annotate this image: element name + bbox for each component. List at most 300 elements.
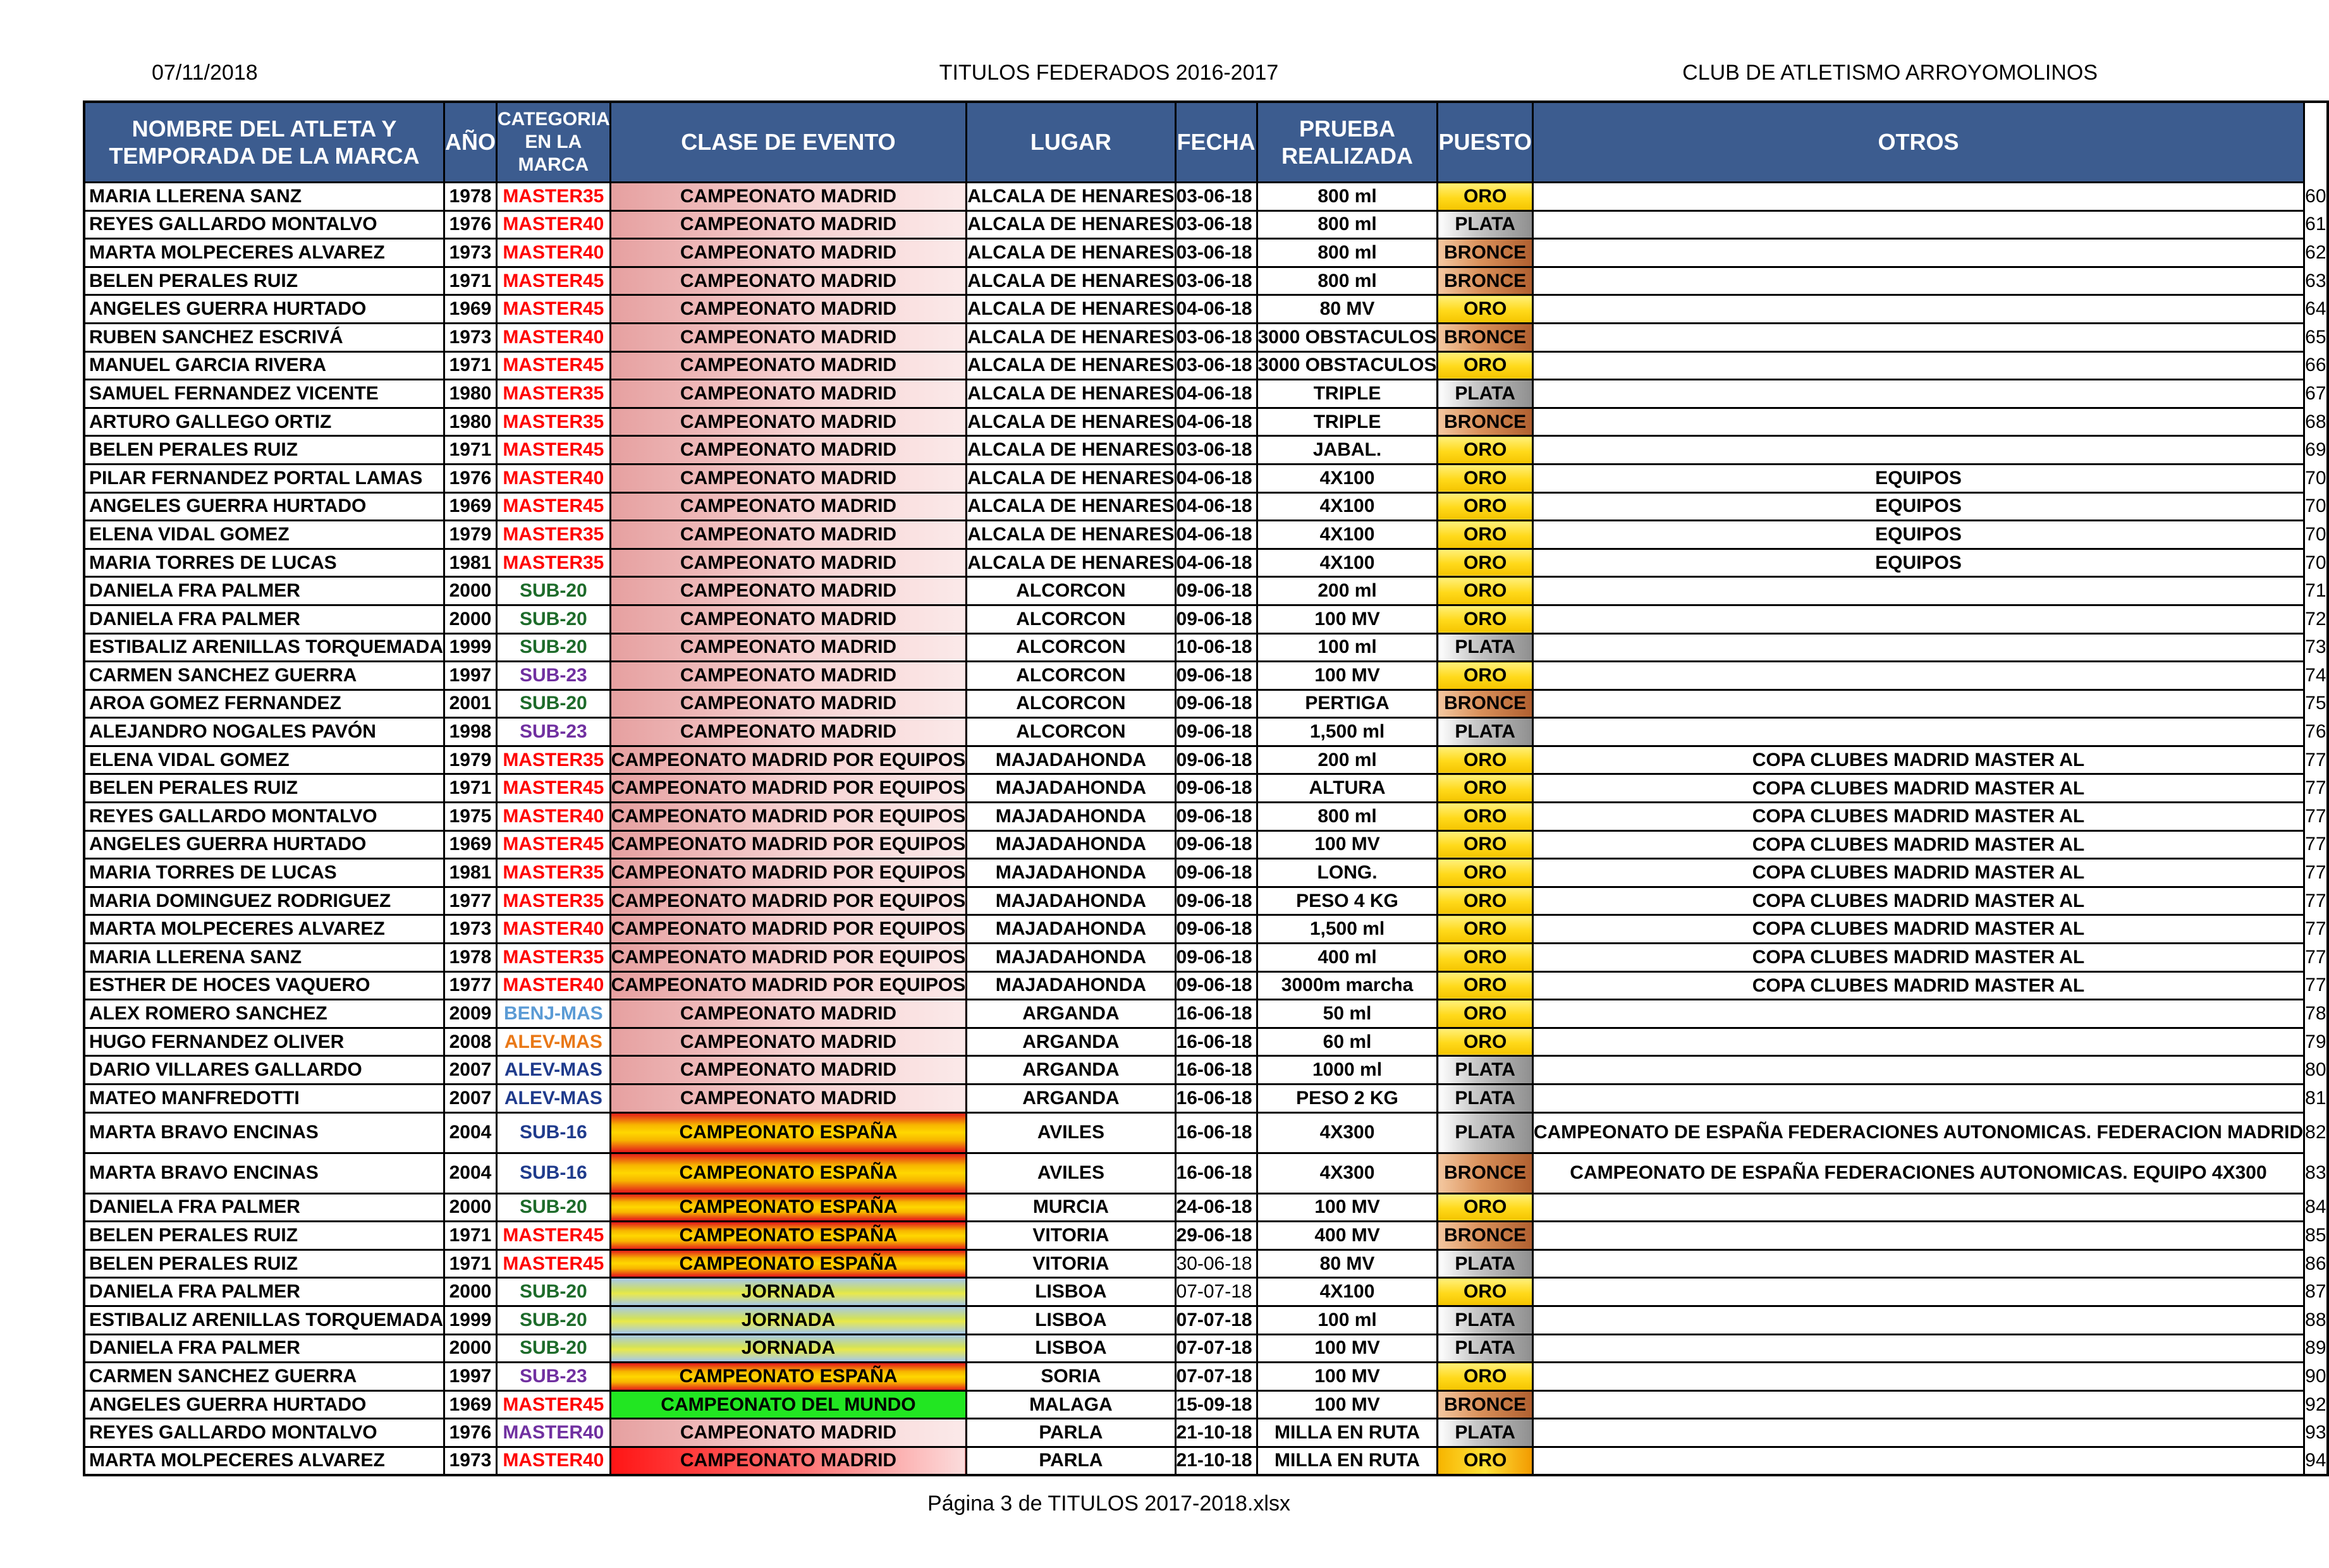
- cell-name: BELEN PERALES RUIZ: [84, 436, 444, 465]
- row-number: 78: [2305, 1003, 2326, 1024]
- cell-place: MAJADAHONDA: [967, 887, 1175, 915]
- cell-category: MASTER45: [497, 492, 611, 521]
- cell-name: ALEX ROMERO SANCHEZ: [84, 1000, 444, 1028]
- cell-position: BRONCE: [1438, 323, 1532, 351]
- cell-test: 800 ml: [1257, 267, 1438, 295]
- cell-name: MATEO MANFREDOTTI: [84, 1085, 444, 1113]
- cell-other: [1532, 295, 2304, 324]
- cell-test: 80 MV: [1257, 1249, 1438, 1278]
- cell-name: REYES GALLARDO MONTALVO: [84, 803, 444, 831]
- cell-date: 07-07-18: [1175, 1334, 1257, 1363]
- cell-other: [1532, 718, 2304, 746]
- cell-test: 800 ml: [1257, 183, 1438, 211]
- cell-other: COPA CLUBES MADRID MASTER AL: [1532, 887, 2304, 915]
- cell-category: SUB-20: [497, 633, 611, 662]
- table-row: [84, 380, 2328, 408]
- cell-date: 03-06-18: [1175, 351, 1257, 380]
- cell-date: 07-07-18: [1175, 1278, 1257, 1306]
- cell-event: CAMPEONATO MADRID: [610, 436, 967, 465]
- cell-name: MARIA LLERENA SANZ: [84, 183, 444, 211]
- cell-year: 1976: [444, 1419, 497, 1447]
- cell-name: ELENA VIDAL GOMEZ: [84, 521, 444, 549]
- club-name: CLUB DE ATLETISMO ARROYOMOLINOS: [1682, 61, 2098, 85]
- cell-other: [1532, 380, 2304, 408]
- row-number: 83: [2305, 1162, 2326, 1184]
- cell-category: MASTER40: [497, 971, 611, 1000]
- cell-position: ORO: [1438, 1447, 1532, 1475]
- cell-name: DANIELA FRA PALMER: [84, 1193, 444, 1222]
- cell-position: ORO: [1438, 971, 1532, 1000]
- cell-test: PESO 2 KG: [1257, 1085, 1438, 1113]
- cell-place: MAJADAHONDA: [967, 830, 1175, 859]
- cell-year: 2004: [444, 1112, 497, 1153]
- cell-event: CAMPEONATO MADRID: [610, 351, 967, 380]
- cell-name: ALEJANDRO NOGALES PAVÓN: [84, 718, 444, 746]
- cell-category: BENJ-MAS: [497, 1000, 611, 1028]
- cell-other: [1532, 267, 2304, 295]
- row-number: 75: [2305, 693, 2326, 714]
- cell-category: SUB-23: [497, 718, 611, 746]
- cell-year: 1998: [444, 718, 497, 746]
- cell-place: ALCALA DE HENARES: [967, 239, 1175, 267]
- cell-date: 03-06-18: [1175, 267, 1257, 295]
- table-row: [84, 521, 2328, 549]
- cell-position: ORO: [1438, 915, 1532, 944]
- cell-category: SUB-20: [497, 1334, 611, 1363]
- cell-name: ESTIBALIZ ARENILLAS TORQUEMADA: [84, 633, 444, 662]
- cell-category: MASTER45: [497, 436, 611, 465]
- table-row: [84, 577, 2328, 605]
- cell-other: [1532, 1085, 2304, 1113]
- cell-category: SUB-20: [497, 1193, 611, 1222]
- cell-place: ALCALA DE HENARES: [967, 183, 1175, 211]
- cell-other: COPA CLUBES MADRID MASTER AL: [1532, 803, 2304, 831]
- cell-event: CAMPEONATO MADRID: [610, 1000, 967, 1028]
- cell-date: 09-06-18: [1175, 915, 1257, 944]
- cell-place: AVILES: [967, 1112, 1175, 1153]
- cell-name: MANUEL GARCIA RIVERA: [84, 351, 444, 380]
- cell-year: 1978: [444, 183, 497, 211]
- col-header-test: PRUEBA REALIZADA: [1257, 102, 1438, 183]
- cell-place: ALCALA DE HENARES: [967, 408, 1175, 436]
- row-number: 77: [2305, 862, 2326, 884]
- cell-year: 1971: [444, 774, 497, 803]
- cell-date: 16-06-18: [1175, 1056, 1257, 1085]
- cell-place: ARGANDA: [967, 1056, 1175, 1085]
- cell-category: MASTER45: [497, 351, 611, 380]
- row-number: 72: [2305, 608, 2326, 629]
- cell-name: PILAR FERNANDEZ PORTAL LAMAS: [84, 464, 444, 492]
- cell-event: CAMPEONATO ESPAÑA: [610, 1222, 967, 1250]
- cell-year: 1975: [444, 803, 497, 831]
- cell-place: ALCALA DE HENARES: [967, 464, 1175, 492]
- cell-test: 800 ml: [1257, 803, 1438, 831]
- cell-year: 1999: [444, 633, 497, 662]
- table-row: [84, 549, 2328, 577]
- cell-other: [1532, 1390, 2304, 1419]
- cell-name: DANIELA FRA PALMER: [84, 1334, 444, 1363]
- col-header-date: FECHA: [1175, 102, 1257, 183]
- cell-test: 200 ml: [1257, 577, 1438, 605]
- cell-position: ORO: [1438, 803, 1532, 831]
- cell-date: 16-06-18: [1175, 1112, 1257, 1153]
- cell-event: CAMPEONATO MADRID POR EQUIPOS: [610, 915, 967, 944]
- cell-name: MARTA MOLPECERES ALVAREZ: [84, 239, 444, 267]
- cell-year: 1976: [444, 464, 497, 492]
- cell-test: JABAL.: [1257, 436, 1438, 465]
- cell-place: VITORIA: [967, 1249, 1175, 1278]
- row-number: 69: [2305, 439, 2326, 461]
- cell-place: MAJADAHONDA: [967, 746, 1175, 774]
- cell-date: 16-06-18: [1175, 1153, 1257, 1193]
- row-number: 71: [2305, 580, 2326, 602]
- cell-year: 1979: [444, 521, 497, 549]
- cell-year: 1971: [444, 351, 497, 380]
- cell-test: PESO 4 KG: [1257, 887, 1438, 915]
- cell-date: 03-06-18: [1175, 183, 1257, 211]
- cell-category: MASTER35: [497, 746, 611, 774]
- cell-name: BELEN PERALES RUIZ: [84, 267, 444, 295]
- cell-category: MASTER35: [497, 549, 611, 577]
- cell-position: ORO: [1438, 351, 1532, 380]
- table-row: [84, 1153, 2328, 1193]
- cell-event: CAMPEONATO MADRID: [610, 662, 967, 690]
- cell-category: MASTER40: [497, 1447, 611, 1475]
- cell-place: ALCORCON: [967, 690, 1175, 718]
- cell-other: CAMPEONATO DE ESPAÑA FEDERACIONES AUTONOMICAS. EQUIPO 4X300: [1532, 1153, 2304, 1193]
- cell-other: [1532, 1363, 2304, 1391]
- cell-name: MARIA DOMINGUEZ RODRIGUEZ: [84, 887, 444, 915]
- cell-event: JORNADA: [610, 1334, 967, 1363]
- cell-test: 1000 ml: [1257, 1056, 1438, 1085]
- cell-place: ARGANDA: [967, 1028, 1175, 1056]
- cell-date: 16-06-18: [1175, 1000, 1257, 1028]
- cell-event: CAMPEONATO MADRID: [610, 408, 967, 436]
- cell-position: BRONCE: [1438, 690, 1532, 718]
- cell-name: SAMUEL FERNANDEZ VICENTE: [84, 380, 444, 408]
- cell-event: CAMPEONATO MADRID: [610, 521, 967, 549]
- cell-date: 03-06-18: [1175, 436, 1257, 465]
- cell-event: CAMPEONATO MADRID POR EQUIPOS: [610, 971, 967, 1000]
- cell-category: SUB-16: [497, 1112, 611, 1153]
- cell-test: 100 MV: [1257, 1334, 1438, 1363]
- table-row: [84, 859, 2328, 887]
- cell-event: CAMPEONATO MADRID POR EQUIPOS: [610, 859, 967, 887]
- cell-name: REYES GALLARDO MONTALVO: [84, 1419, 444, 1447]
- cell-other: [1532, 1334, 2304, 1363]
- cell-other: COPA CLUBES MADRID MASTER AL: [1532, 971, 2304, 1000]
- cell-date: 04-06-18: [1175, 464, 1257, 492]
- cell-year: 1971: [444, 267, 497, 295]
- cell-place: ALCALA DE HENARES: [967, 351, 1175, 380]
- cell-place: MAJADAHONDA: [967, 915, 1175, 944]
- table-row: [84, 1390, 2328, 1419]
- cell-date: 07-07-18: [1175, 1363, 1257, 1391]
- row-number: 93: [2305, 1422, 2326, 1443]
- cell-event: JORNADA: [610, 1306, 967, 1334]
- cell-test: 100 MV: [1257, 662, 1438, 690]
- table-row: [84, 1249, 2328, 1278]
- cell-name: ANGELES GUERRA HURTADO: [84, 492, 444, 521]
- cell-event: CAMPEONATO MADRID: [610, 718, 967, 746]
- cell-other: [1532, 1222, 2304, 1250]
- cell-name: ANGELES GUERRA HURTADO: [84, 1390, 444, 1419]
- cell-year: 1969: [444, 1390, 497, 1419]
- cell-test: 4X100: [1257, 464, 1438, 492]
- cell-event: CAMPEONATO MADRID: [610, 1056, 967, 1085]
- cell-event: CAMPEONATO MADRID: [610, 1447, 967, 1475]
- cell-position: ORO: [1438, 521, 1532, 549]
- cell-year: 1980: [444, 380, 497, 408]
- cell-year: 2009: [444, 1000, 497, 1028]
- cell-category: ALEV-MAS: [497, 1028, 611, 1056]
- cell-other: [1532, 577, 2304, 605]
- row-number: 77: [2305, 805, 2326, 827]
- col-header-other: OTROS: [1532, 102, 2304, 183]
- cell-test: LONG.: [1257, 859, 1438, 887]
- cell-place: ALCORCON: [967, 633, 1175, 662]
- cell-position: PLATA: [1438, 718, 1532, 746]
- row-number: 82: [2305, 1122, 2326, 1143]
- cell-year: 2001: [444, 690, 497, 718]
- col-header-category: CATEGORIA EN LA MARCA: [497, 102, 611, 183]
- cell-position: ORO: [1438, 1028, 1532, 1056]
- cell-category: SUB-20: [497, 605, 611, 633]
- cell-date: 09-06-18: [1175, 859, 1257, 887]
- cell-other: EQUIPOS: [1532, 521, 2304, 549]
- cell-date: 04-06-18: [1175, 380, 1257, 408]
- cell-position: ORO: [1438, 887, 1532, 915]
- cell-year: 1971: [444, 436, 497, 465]
- cell-category: MASTER45: [497, 1249, 611, 1278]
- cell-name: MARIA TORRES DE LUCAS: [84, 859, 444, 887]
- cell-name: BELEN PERALES RUIZ: [84, 1249, 444, 1278]
- cell-event: CAMPEONATO MADRID POR EQUIPOS: [610, 887, 967, 915]
- table-row: [84, 633, 2328, 662]
- cell-date: 29-06-18: [1175, 1222, 1257, 1250]
- cell-place: MAJADAHONDA: [967, 944, 1175, 972]
- cell-other: [1532, 408, 2304, 436]
- cell-name: CARMEN SANCHEZ GUERRA: [84, 662, 444, 690]
- cell-event: CAMPEONATO MADRID: [610, 323, 967, 351]
- cell-category: MASTER40: [497, 239, 611, 267]
- cell-category: MASTER45: [497, 1390, 611, 1419]
- cell-position: ORO: [1438, 774, 1532, 803]
- cell-year: 1981: [444, 859, 497, 887]
- cell-event: CAMPEONATO MADRID: [610, 690, 967, 718]
- table-row: [84, 1419, 2328, 1447]
- cell-year: 1971: [444, 1222, 497, 1250]
- cell-test: 80 MV: [1257, 295, 1438, 324]
- cell-position: PLATA: [1438, 210, 1532, 239]
- cell-name: DANIELA FRA PALMER: [84, 1278, 444, 1306]
- row-number: 67: [2305, 382, 2326, 404]
- row-number: 77: [2305, 777, 2326, 799]
- cell-position: ORO: [1438, 464, 1532, 492]
- row-number: 74: [2305, 664, 2326, 686]
- cell-other: [1532, 436, 2304, 465]
- cell-other: [1532, 1056, 2304, 1085]
- cell-other: [1532, 1419, 2304, 1447]
- cell-position: BRONCE: [1438, 239, 1532, 267]
- cell-category: SUB-23: [497, 662, 611, 690]
- cell-place: ALCALA DE HENARES: [967, 380, 1175, 408]
- cell-event: CAMPEONATO MADRID: [610, 549, 967, 577]
- cell-test: 4X300: [1257, 1112, 1438, 1153]
- cell-test: ALTURA: [1257, 774, 1438, 803]
- cell-position: ORO: [1438, 944, 1532, 972]
- cell-other: COPA CLUBES MADRID MASTER AL: [1532, 944, 2304, 972]
- cell-year: 2007: [444, 1056, 497, 1085]
- cell-test: 100 MV: [1257, 605, 1438, 633]
- cell-test: PERTIGA: [1257, 690, 1438, 718]
- cell-year: 1969: [444, 492, 497, 521]
- cell-test: 4X100: [1257, 1278, 1438, 1306]
- table-row: [84, 436, 2328, 465]
- cell-date: 21-10-18: [1175, 1419, 1257, 1447]
- cell-test: 100 MV: [1257, 1363, 1438, 1391]
- cell-place: ALCALA DE HENARES: [967, 436, 1175, 465]
- cell-event: CAMPEONATO MADRID: [610, 183, 967, 211]
- cell-date: 04-06-18: [1175, 549, 1257, 577]
- col-header-name: NOMBRE DEL ATLETA Y TEMPORADA DE LA MARCA: [84, 102, 444, 183]
- table-row: [84, 295, 2328, 324]
- cell-name: ARTURO GALLEGO ORTIZ: [84, 408, 444, 436]
- cell-test: TRIPLE: [1257, 380, 1438, 408]
- cell-event: CAMPEONATO MADRID: [610, 267, 967, 295]
- col-header-blank: [2304, 102, 2328, 183]
- cell-year: 1977: [444, 887, 497, 915]
- cell-test: 100 MV: [1257, 830, 1438, 859]
- cell-place: MAJADAHONDA: [967, 774, 1175, 803]
- cell-position: ORO: [1438, 859, 1532, 887]
- cell-event: CAMPEONATO ESPAÑA: [610, 1153, 967, 1193]
- cell-date: 30-06-18: [1175, 1249, 1257, 1278]
- table-row: [84, 830, 2328, 859]
- table-row: [84, 1334, 2328, 1363]
- cell-category: MASTER40: [497, 210, 611, 239]
- row-number: 77: [2305, 834, 2326, 855]
- table-row: [84, 1447, 2328, 1475]
- cell-date: 04-06-18: [1175, 492, 1257, 521]
- cell-other: [1532, 1193, 2304, 1222]
- cell-other: [1532, 633, 2304, 662]
- table-row: [84, 1000, 2328, 1028]
- cell-position: PLATA: [1438, 1306, 1532, 1334]
- cell-event: CAMPEONATO ESPAÑA: [610, 1112, 967, 1153]
- cell-date: 04-06-18: [1175, 408, 1257, 436]
- cell-position: ORO: [1438, 183, 1532, 211]
- table-row: [84, 1306, 2328, 1334]
- cell-year: 1973: [444, 323, 497, 351]
- cell-date: 10-06-18: [1175, 633, 1257, 662]
- row-number: 81: [2305, 1087, 2326, 1109]
- cell-event: CAMPEONATO MADRID: [610, 464, 967, 492]
- cell-test: 4X300: [1257, 1153, 1438, 1193]
- cell-category: MASTER35: [497, 944, 611, 972]
- cell-category: MASTER40: [497, 323, 611, 351]
- row-number: 86: [2305, 1253, 2326, 1274]
- cell-other: COPA CLUBES MADRID MASTER AL: [1532, 830, 2304, 859]
- cell-other: CAMPEONATO DE ESPAÑA FEDERACIONES AUTONOMICAS. FEDERACION MADRID: [1532, 1112, 2304, 1153]
- row-number: 89: [2305, 1337, 2326, 1359]
- table-header-row: [84, 102, 2328, 183]
- cell-test: 4X100: [1257, 549, 1438, 577]
- cell-year: 1976: [444, 210, 497, 239]
- cell-year: 1979: [444, 746, 497, 774]
- cell-test: 1,500 ml: [1257, 718, 1438, 746]
- cell-year: 2000: [444, 577, 497, 605]
- row-number: 80: [2305, 1059, 2326, 1081]
- cell-name: MARIA LLERENA SANZ: [84, 944, 444, 972]
- cell-date: 09-06-18: [1175, 971, 1257, 1000]
- cell-other: [1532, 239, 2304, 267]
- cell-name: ANGELES GUERRA HURTADO: [84, 295, 444, 324]
- cell-place: AVILES: [967, 1153, 1175, 1193]
- cell-other: EQUIPOS: [1532, 492, 2304, 521]
- cell-other: [1532, 1306, 2304, 1334]
- cell-year: 2000: [444, 1193, 497, 1222]
- cell-name: DARIO VILLARES GALLARDO: [84, 1056, 444, 1085]
- cell-name: MARTA MOLPECERES ALVAREZ: [84, 1447, 444, 1475]
- titles-table: [83, 100, 2329, 1476]
- cell-name: DANIELA FRA PALMER: [84, 577, 444, 605]
- cell-other: [1532, 351, 2304, 380]
- cell-category: ALEV-MAS: [497, 1056, 611, 1085]
- cell-date: 09-06-18: [1175, 774, 1257, 803]
- cell-date: 04-06-18: [1175, 295, 1257, 324]
- cell-other: [1532, 1278, 2304, 1306]
- cell-position: ORO: [1438, 1363, 1532, 1391]
- cell-category: SUB-20: [497, 1306, 611, 1334]
- cell-date: 09-06-18: [1175, 605, 1257, 633]
- cell-category: MASTER35: [497, 521, 611, 549]
- document-title: TITULOS FEDERADOS 2016-2017: [939, 61, 1279, 85]
- cell-test: 100 ml: [1257, 1306, 1438, 1334]
- cell-event: CAMPEONATO MADRID POR EQUIPOS: [610, 774, 967, 803]
- cell-event: CAMPEONATO MADRID: [610, 492, 967, 521]
- cell-date: 09-06-18: [1175, 944, 1257, 972]
- cell-place: MALAGA: [967, 1390, 1175, 1419]
- row-number: 65: [2305, 326, 2326, 348]
- cell-date: 09-06-18: [1175, 577, 1257, 605]
- row-number: 79: [2305, 1031, 2326, 1052]
- cell-place: ALCALA DE HENARES: [967, 295, 1175, 324]
- cell-test: MILLA EN RUTA: [1257, 1447, 1438, 1475]
- cell-test: 1,500 ml: [1257, 915, 1438, 944]
- cell-place: VITORIA: [967, 1222, 1175, 1250]
- table-row: [84, 887, 2328, 915]
- cell-date: 16-06-18: [1175, 1028, 1257, 1056]
- cell-test: 100 MV: [1257, 1390, 1438, 1419]
- cell-place: LISBOA: [967, 1334, 1175, 1363]
- cell-position: ORO: [1438, 492, 1532, 521]
- cell-category: MASTER45: [497, 774, 611, 803]
- col-header-position: PUESTO: [1438, 102, 1532, 183]
- cell-position: BRONCE: [1438, 1222, 1532, 1250]
- cell-position: ORO: [1438, 1193, 1532, 1222]
- cell-event: CAMPEONATO MADRID: [610, 380, 967, 408]
- cell-event: CAMPEONATO MADRID POR EQUIPOS: [610, 746, 967, 774]
- cell-other: EQUIPOS: [1532, 464, 2304, 492]
- cell-place: PARLA: [967, 1447, 1175, 1475]
- row-number: 62: [2305, 241, 2326, 263]
- row-number: 88: [2305, 1309, 2326, 1330]
- cell-year: 1971: [444, 1249, 497, 1278]
- table-row: [84, 464, 2328, 492]
- cell-other: [1532, 1249, 2304, 1278]
- row-number: 84: [2305, 1196, 2326, 1218]
